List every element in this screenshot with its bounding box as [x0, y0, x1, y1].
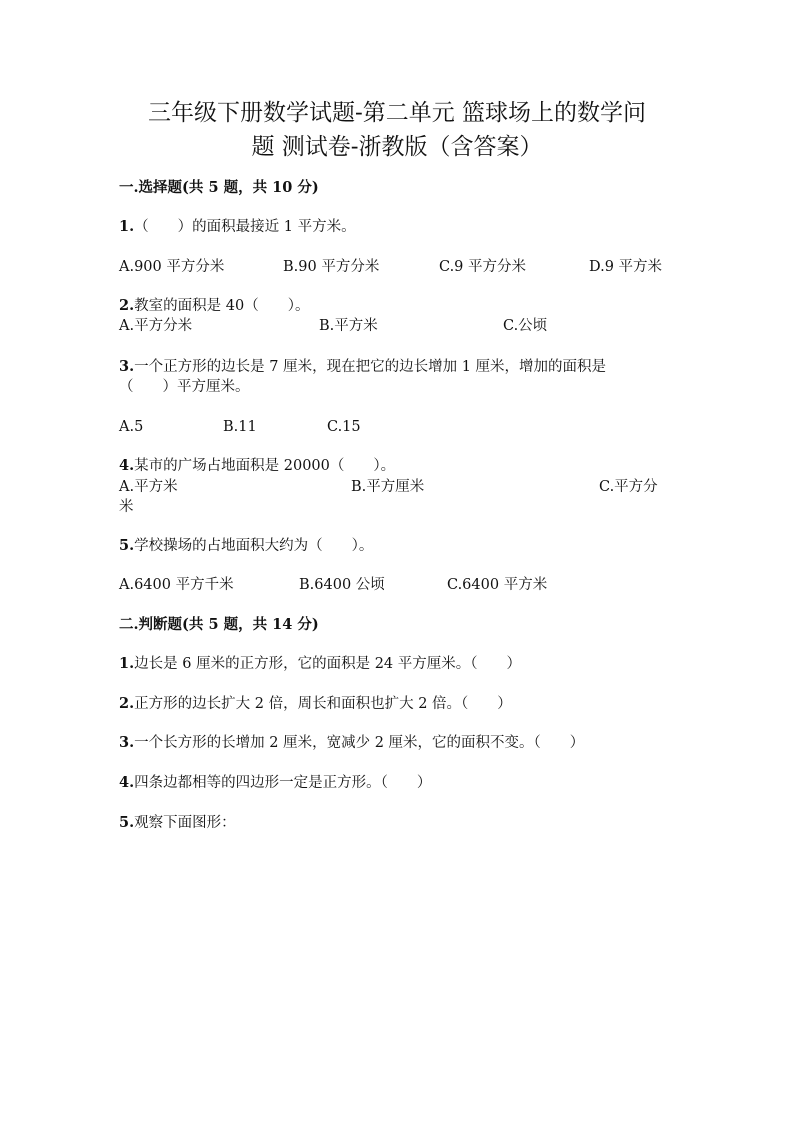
option-b: B.平方米: [319, 318, 378, 334]
question-number: 1.: [119, 218, 135, 235]
item-text: 边长是 6 厘米的正方形，它的面积是 24 平方厘米。（ ）: [134, 656, 522, 672]
question-4: [119, 456, 395, 476]
option-a: A.900 平方分米: [119, 259, 225, 275]
option-b: B.平方厘米: [351, 479, 425, 495]
question-text: 学校操场的占地面积大约为（ ）。: [134, 538, 374, 554]
option-c: C.平方分: [599, 479, 658, 495]
option-c: C.6400 平方米: [447, 577, 548, 593]
option-c-wrap: 米: [119, 499, 134, 515]
judgment-item-1: [119, 654, 521, 674]
option-c: C.15: [327, 419, 361, 435]
question-3: [119, 357, 606, 377]
question-number: 5.: [119, 537, 135, 554]
question-1: [119, 217, 356, 237]
question-text: 某市的广场占地面积是 20000（ ）。: [134, 458, 396, 474]
section-heading-choice: 一.选择题(共 5 题，共 10 分): [119, 179, 319, 196]
item-number: 2.: [119, 695, 135, 712]
question-3-continuation: （ ）平方厘米。: [119, 379, 250, 395]
judgment-item-2: [119, 694, 512, 714]
option-a: A.平方分米: [119, 318, 193, 334]
question-number: 4.: [119, 457, 135, 474]
option-c: C.9 平方分米: [439, 259, 527, 275]
title-line-1: 三年级下册数学试题-第二单元 篮球场上的数学问: [147, 100, 647, 126]
option-c: C.公顷: [503, 318, 548, 334]
question-number: 3.: [119, 358, 135, 375]
option-a: A.6400 平方千米: [119, 577, 234, 593]
question-5: [119, 536, 373, 556]
question-text: （ ）的面积最接近 1 平方米。: [134, 219, 356, 235]
question-text: 一个正方形的边长是 7 厘米，现在把它的边长增加 1 厘米，增加的面积是: [134, 359, 607, 375]
document-title: [100, 96, 694, 164]
option-b: B.90 平方分米: [283, 259, 380, 275]
item-text: 观察下面图形：: [134, 815, 236, 831]
option-d: D.9 平方米: [589, 259, 663, 275]
judgment-item-3: [119, 733, 584, 753]
option-a: A.平方米: [119, 479, 178, 495]
section-heading-judgment: 二.判断题(共 5 题，共 14 分): [119, 616, 319, 633]
option-b: B.6400 公顷: [299, 577, 385, 593]
question-number: 2.: [119, 297, 135, 314]
item-number: 1.: [119, 655, 135, 672]
judgment-item-4: [119, 773, 431, 793]
option-b: B.11: [223, 419, 257, 435]
title-line-2: 题 测试卷-浙教版（含答案）: [251, 134, 543, 160]
item-number: 3.: [119, 734, 135, 751]
item-number: 5.: [119, 814, 135, 831]
item-text: 一个长方形的长增加 2 厘米，宽减少 2 厘米，它的面积不变。（ ）: [134, 735, 585, 751]
option-a: A.5: [119, 419, 144, 435]
judgment-item-5: [119, 813, 236, 833]
question-2: [119, 296, 309, 316]
question-text: 教室的面积是 40（ ）。: [134, 298, 310, 314]
item-text: 四条边都相等的四边形一定是正方形。（ ）: [134, 775, 432, 791]
item-number: 4.: [119, 774, 135, 791]
item-text: 正方形的边长扩大 2 倍，周长和面积也扩大 2 倍。（ ）: [134, 696, 512, 712]
